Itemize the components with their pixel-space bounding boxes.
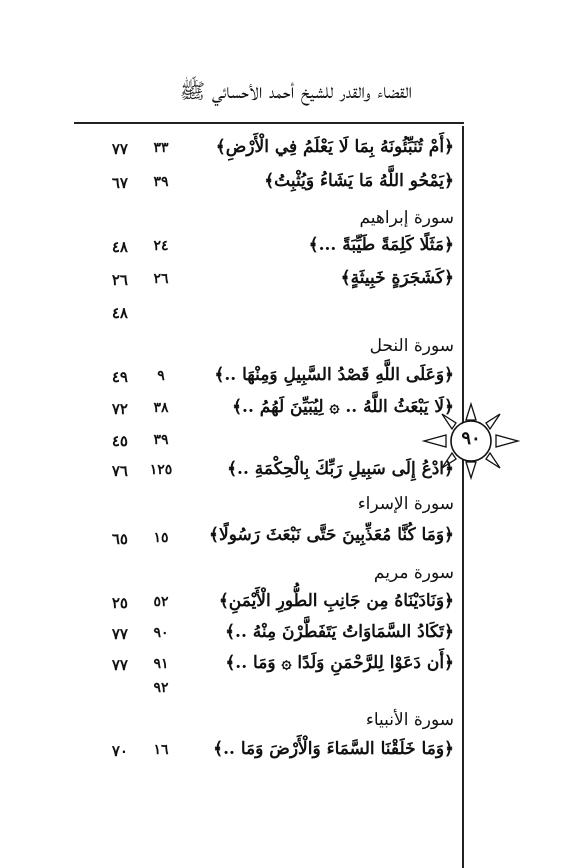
ayah-number: ١٢٥ [149,462,173,478]
ayah-number: ٩٢ [153,680,169,696]
page-reference: ٦٥ [111,530,128,548]
page-reference: ٢٦ [111,271,128,289]
surah-heading: سورة الأنبياء [365,710,454,730]
verse-text: ﴿أَمْ تُنَبِّئُونَهُ بِمَا لَا يَعْلَمُ فِي الْأَرْضِ﴾ [215,137,454,157]
page-reference: ٤٥ [111,432,128,450]
surah-heading: سورة مريم [373,563,454,583]
ayah-number: ٣٩ [153,174,169,190]
page-number: ٩٠ [461,428,481,449]
page-reference: ٤٩ [111,368,128,386]
verse-text: ﴿تَكَادُ السَّمَاوَاتُ يَتَفَطَّرْنَ مِنْهُ ..﴾ [225,622,454,642]
verse-text: ﴿لَا يَبْعَثُ اللَّهُ .. ۞ لِيُبَيِّنَ لَهُمُ ..﴾ [232,397,454,417]
page-reference: ٧٧ [111,625,128,643]
page-reference: ٧٧ [111,140,128,158]
verse-text: ﴿وَمَا كُنَّا مُعَذِّبِينَ حَتَّى نَبْعَثَ رَسُولًا﴾ [209,525,454,545]
surah-heading: سورة الإسراء [357,494,454,514]
ayah-number: ٩٠ [153,625,169,641]
page-reference: ٧٦ [111,462,128,480]
running-header: القضاء والقدر للشيخ أحمد الأحسائي ﷺ [179,79,412,103]
page-reference: ٦٧ [111,174,128,192]
ayah-number: ٥٢ [153,594,169,610]
ayah-number: ٢٤ [153,238,169,254]
page-reference: ٧٠ [111,742,128,760]
surah-heading: سورة إبراهيم [359,208,454,228]
ayah-number: ٣٨ [153,400,169,416]
ayah-number: ٢٦ [153,271,169,287]
ayah-number: ٩١ [153,656,169,672]
surah-heading: سورة النحل [369,336,454,356]
ayah-number: ٣٣ [153,140,169,156]
verse-text: ﴿وَعَلَى اللَّهِ قَصْدُ السَّبِيلِ وَمِنْهَا ..﴾ [214,365,454,385]
verse-text: ﴿يَمْحُو اللَّهُ مَا يَشَاءُ وَيُثْبِتُ﴾ [264,171,454,191]
page-reference: ٧٧ [111,656,128,674]
verse-text: ﴿كَشَجَرَةٍ خَبِيثَةٍ﴾ [340,268,454,288]
verse-text: ﴿أَن دَعَوْا لِلرَّحْمَنِ وَلَدًا ۞ وَمَا ..﴾ [225,653,454,673]
ayah-number: ١٦ [153,742,169,758]
margin-rule [462,126,464,868]
verse-text: ﴿وَمَا خَلَقْنَا السَّمَاءَ وَالْأَرْضَ وَمَا ..﴾ [213,739,454,759]
verse-text: ﴿مَثَلًا كَلِمَةً طَيِّبَةً ...﴾ [308,235,454,255]
header-divider [74,122,464,124]
page-reference: ٧٢ [111,400,128,418]
verse-text: ﴿ادْعُ إِلَى سَبِيلِ رَبِّكَ بِالْحِكْمَةِ ..﴾ [227,459,454,479]
ayah-number: ٩ [157,368,165,384]
page-reference: ٤٨ [111,304,128,322]
page-reference: ٢٥ [111,594,128,612]
verse-text: ﴿وَنَادَيْنَاهُ مِن جَانِبِ الطُّورِ الْأَيْمَنِ﴾ [218,591,454,611]
page-reference: ٤٨ [111,238,128,256]
ayah-number: ١٥ [153,530,169,546]
ayah-number: ٣٩ [153,432,169,448]
